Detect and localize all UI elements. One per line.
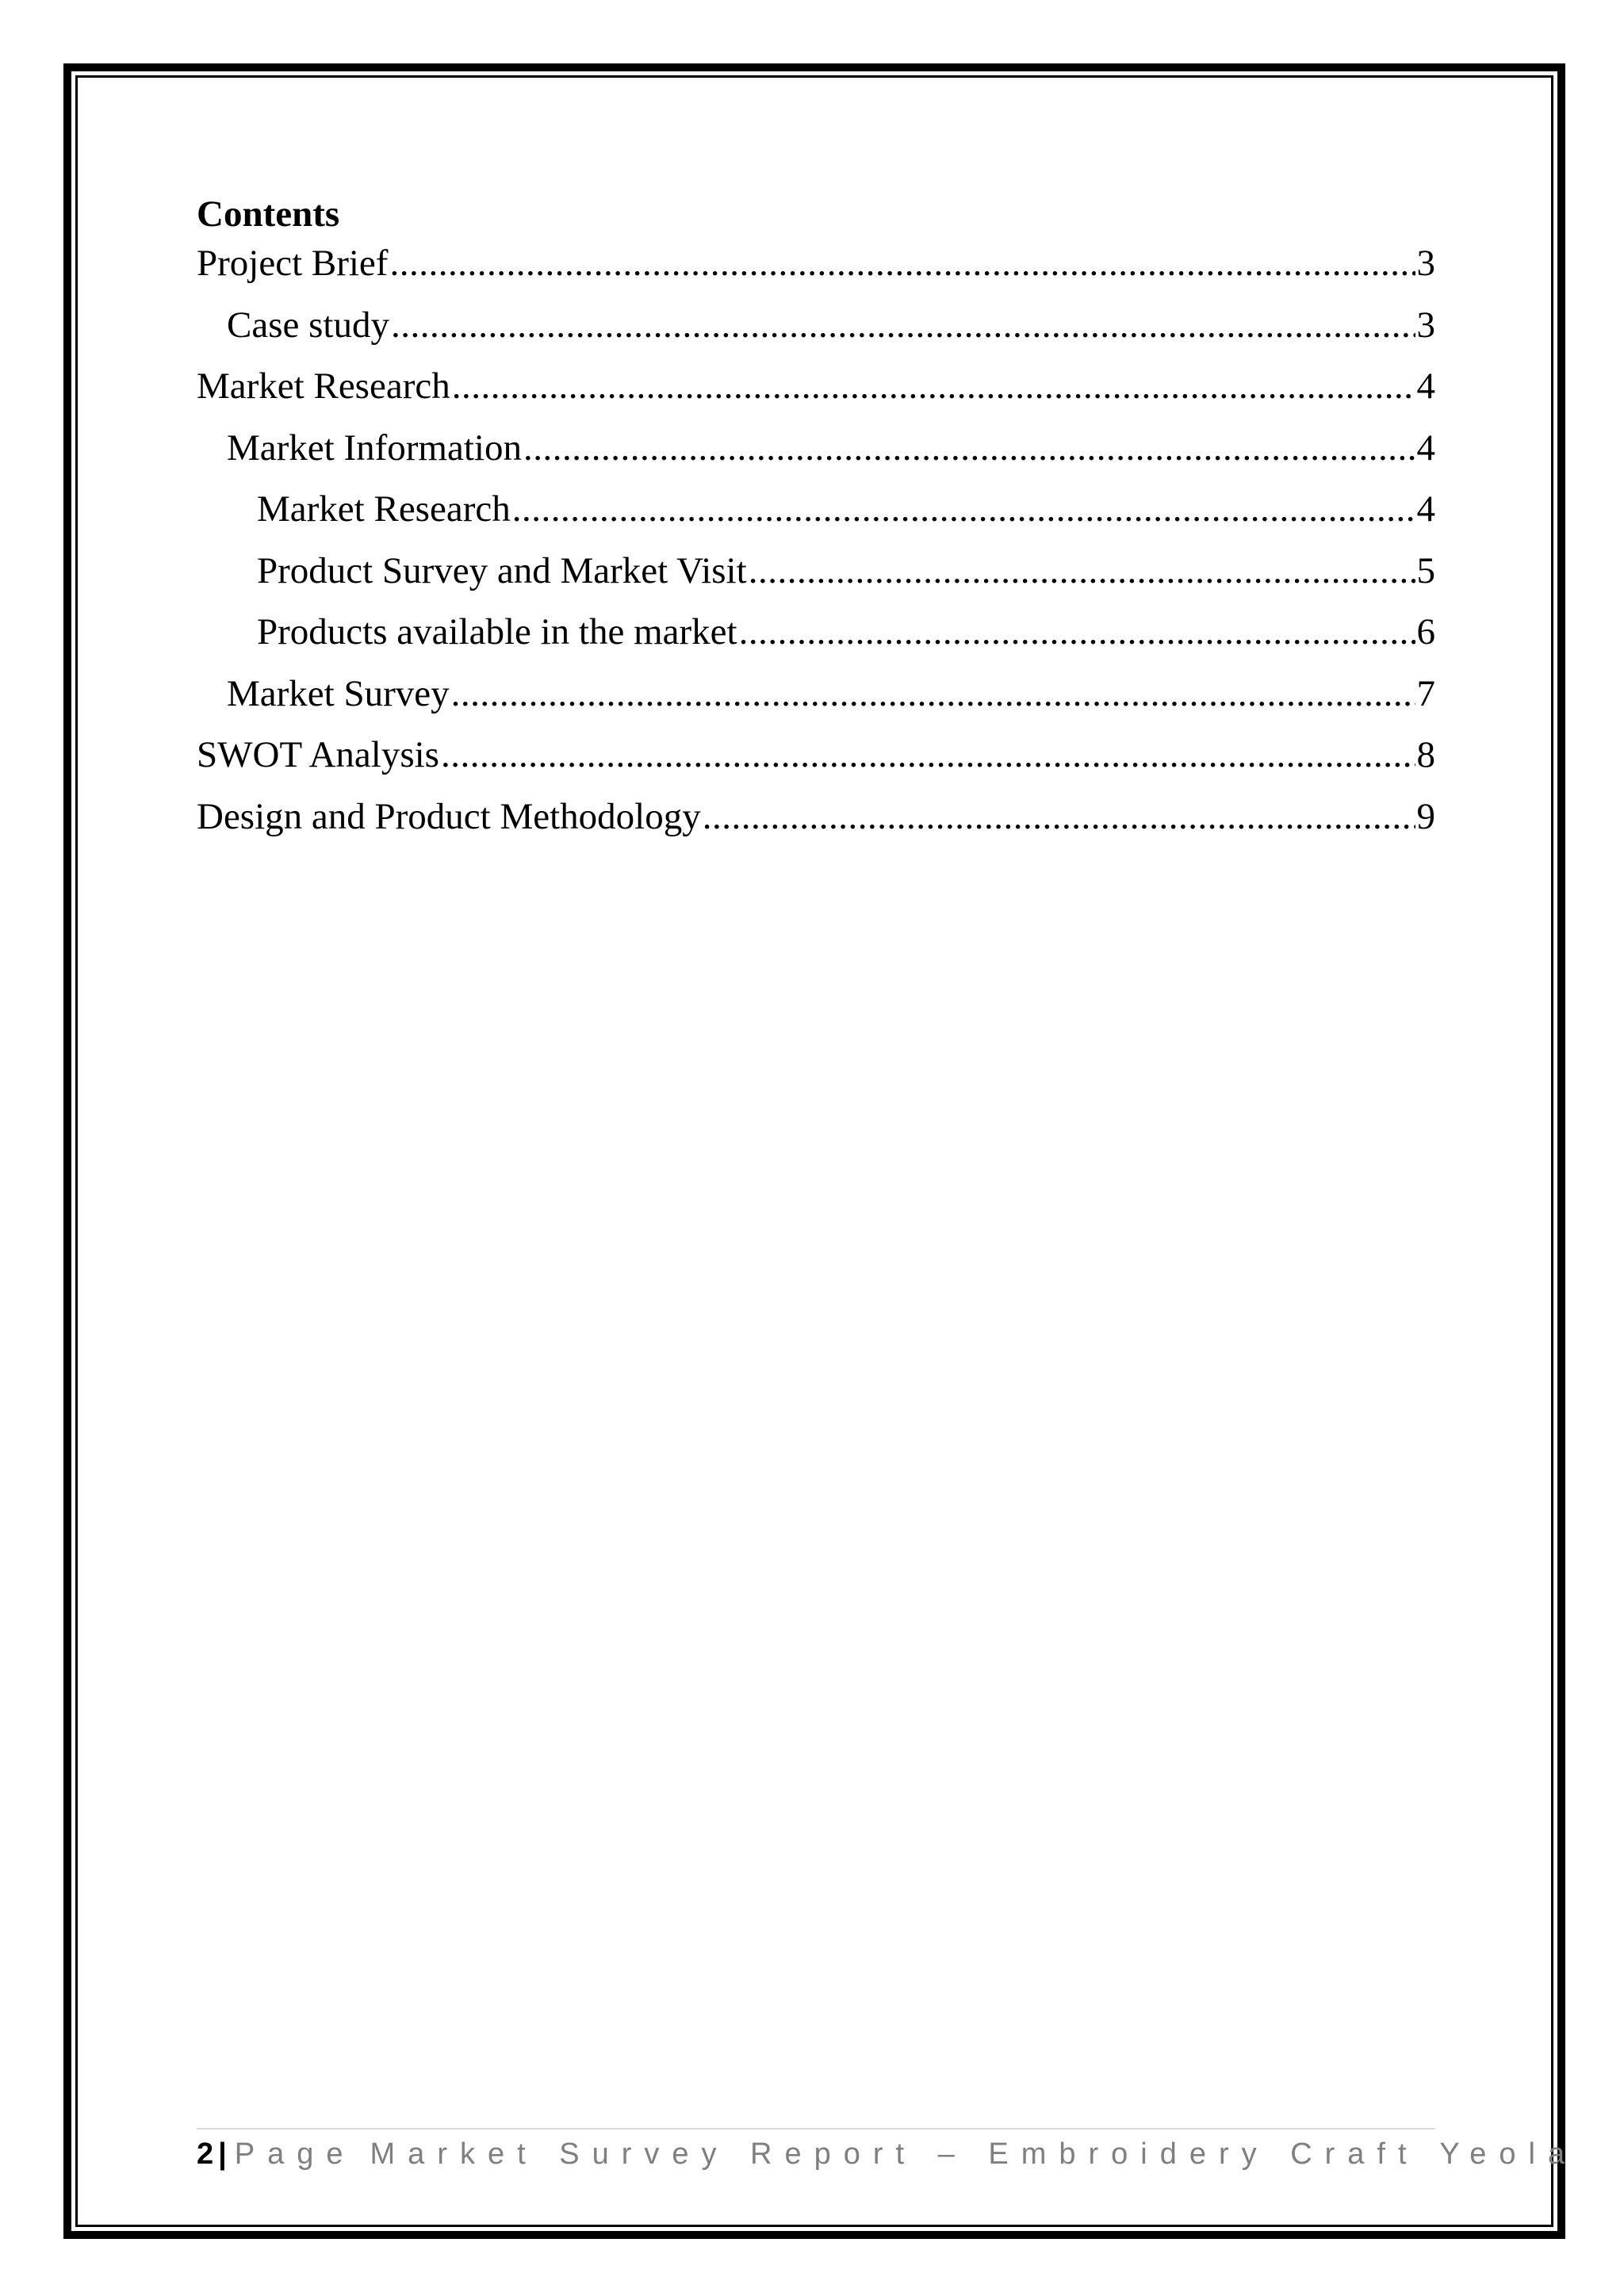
toc-entry-page: 6 xyxy=(1416,611,1435,652)
toc-dot-leader xyxy=(391,300,1415,350)
toc-entry-title: Market Information xyxy=(227,427,522,469)
toc-dot-leader xyxy=(389,238,1415,289)
toc-entry-market-information[interactable] xyxy=(197,423,1435,484)
toc-entry-market-research[interactable] xyxy=(197,361,1435,423)
toc-heading: Contents xyxy=(197,193,340,235)
toc-entry-case-study[interactable] xyxy=(197,300,1435,362)
toc-entry-page: 4 xyxy=(1416,488,1435,530)
toc-entry-title: Products available in the market xyxy=(257,611,737,652)
toc-entry-product-survey[interactable] xyxy=(197,545,1435,607)
footer-page-number: 2 xyxy=(197,2137,214,2171)
table-of-contents xyxy=(197,190,1435,852)
toc-dot-leader xyxy=(452,361,1415,411)
toc-entry-title: Market Research xyxy=(197,365,450,407)
toc-dot-leader xyxy=(749,545,1415,596)
toc-dot-leader xyxy=(441,729,1415,780)
footer-document-title: Market Survey Report – Embroidery Craft Yeola xyxy=(370,2137,1578,2171)
toc-entry-project-brief[interactable] xyxy=(197,238,1435,300)
toc-entry-page: 5 xyxy=(1416,549,1435,591)
footer-page-label: Page xyxy=(234,2137,356,2171)
toc-entry-title: SWOT Analysis xyxy=(197,734,439,775)
toc-entry-page: 8 xyxy=(1416,734,1435,775)
toc-entry-title: Market Survey xyxy=(227,672,450,714)
footer-separator: | xyxy=(218,2137,227,2171)
toc-entry-page: 9 xyxy=(1416,795,1435,837)
toc-entry-products-available[interactable] xyxy=(197,607,1435,668)
toc-entry-swot-analysis[interactable] xyxy=(197,729,1435,791)
page-footer xyxy=(197,2134,1578,2174)
toc-entry-page: 7 xyxy=(1416,672,1435,714)
toc-entry-title: Market Research xyxy=(257,488,511,530)
toc-entry-market-research-sub[interactable] xyxy=(197,484,1435,545)
toc-dot-leader xyxy=(523,423,1415,473)
toc-entry-title: Design and Product Methodology xyxy=(197,795,701,837)
toc-dot-leader xyxy=(703,791,1415,842)
toc-list xyxy=(197,238,1435,852)
toc-entry-page: 4 xyxy=(1416,365,1435,407)
toc-entry-title: Product Survey and Market Visit xyxy=(257,549,747,591)
toc-entry-page: 3 xyxy=(1416,243,1435,284)
toc-dot-leader xyxy=(739,607,1415,657)
toc-entry-title: Project Brief xyxy=(197,243,389,284)
toc-dot-leader xyxy=(451,668,1415,719)
toc-entry-page: 3 xyxy=(1416,304,1435,346)
toc-dot-leader xyxy=(512,484,1415,534)
toc-entry-title: Case study xyxy=(227,304,389,346)
toc-entry-market-survey[interactable] xyxy=(197,668,1435,730)
footer-divider xyxy=(197,2128,1435,2130)
toc-entry-page: 4 xyxy=(1416,427,1435,469)
toc-entry-design-methodology[interactable] xyxy=(197,791,1435,853)
